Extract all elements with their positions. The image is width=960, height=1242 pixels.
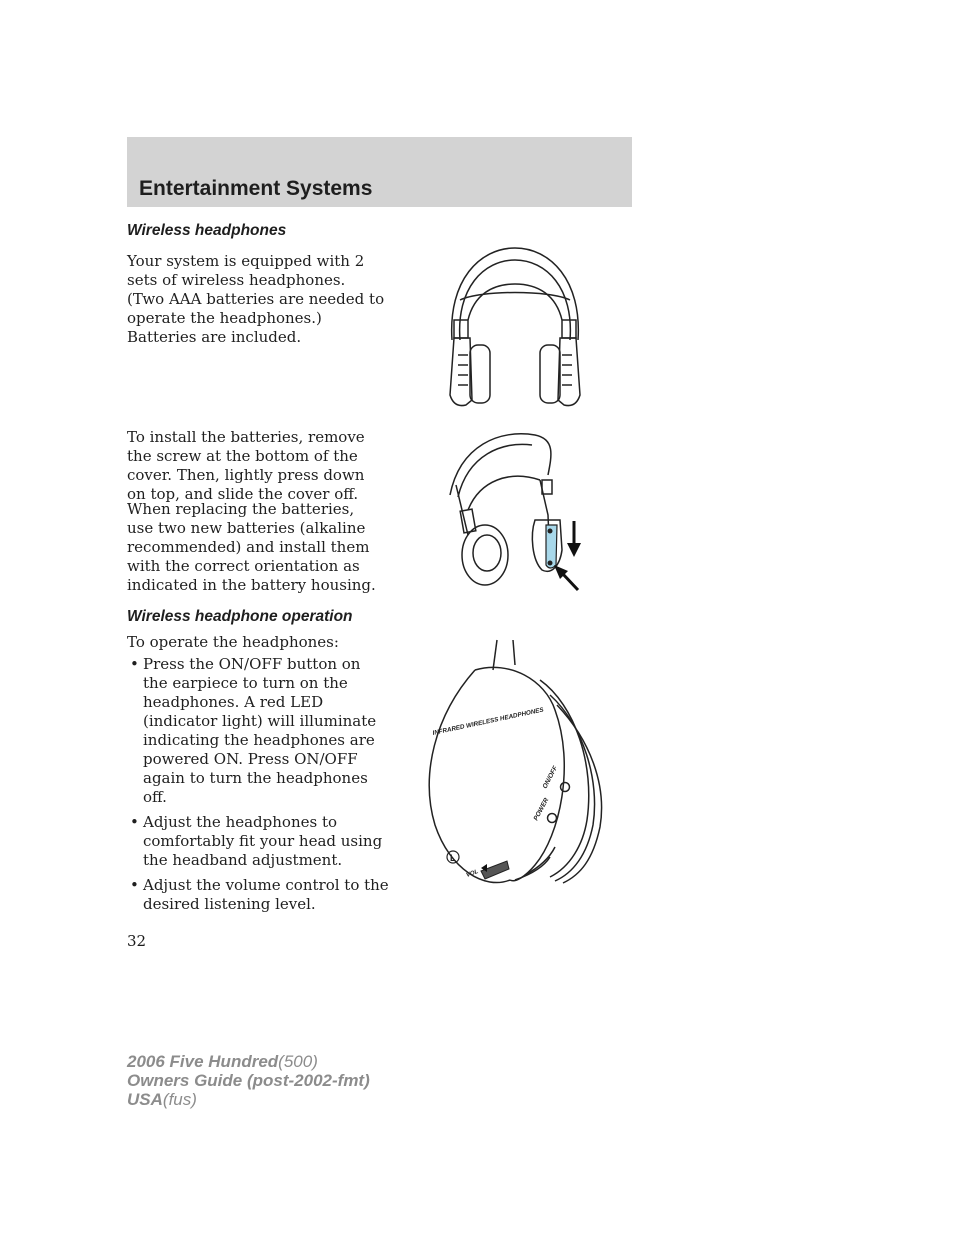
bullet-dot: • xyxy=(130,813,139,831)
bullet-dot: • xyxy=(130,655,139,673)
footer-model: 2006 Five Hundred xyxy=(127,1052,279,1071)
paragraph-replace-batteries: When replacing the batteries, use two new batteries (alkaline recommended) and install them with the correct orientation as indicated in the battery housing. xyxy=(127,500,376,594)
diagonal-arrow-icon xyxy=(554,565,578,590)
header-band xyxy=(127,137,632,207)
list-item xyxy=(127,655,389,807)
footer-line-3 xyxy=(127,1090,370,1109)
list-item xyxy=(127,876,389,914)
power-led xyxy=(548,814,557,823)
brand-label: INFRARED WIRELESS HEADPHONES xyxy=(431,706,545,737)
section-title-wireless-headphones: Wireless headphones xyxy=(127,222,287,239)
volume-dial xyxy=(466,861,509,879)
document-footer xyxy=(127,1052,370,1109)
footer-guide: Owners Guide (post-2002-fmt) xyxy=(127,1071,370,1090)
bullet-dot: • xyxy=(130,876,139,894)
screw-indicator xyxy=(548,529,553,534)
section-title-headphone-operation: Wireless headphone operation xyxy=(127,608,353,625)
onoff-label: ON/OFF xyxy=(541,764,560,790)
battery-install-illustration xyxy=(440,425,590,595)
onoff-button xyxy=(561,783,570,792)
earpiece-controls-illustration xyxy=(415,635,610,890)
bullet-text: Adjust the headphones to comfortably fit your head using the headband adjustment. xyxy=(143,813,383,869)
footer-market-code: (fus) xyxy=(162,1090,197,1109)
power-label: POWER xyxy=(532,796,551,822)
footer-line-2 xyxy=(127,1071,370,1090)
footer-line-1 xyxy=(127,1052,370,1071)
bullet-text: Press the ON/OFF button on the earpiece to turn on the headphones. A red LED (indicator light) will illuminate indicating the headphones are powered ON. Press ON/OFF again to turn the headphones off. xyxy=(143,655,377,806)
paragraph-operate-intro: To operate the headphones: xyxy=(127,633,339,651)
paragraph-install-batteries: To install the batteries, remove the screw at the bottom of the cover. Then, lightly press down on top, and slide the cover off. xyxy=(127,428,365,503)
paragraph-equipment: Your system is equipped with 2 sets of wireless headphones. (Two AAA batteries are needed to operate the headphones.) Batteries are included. xyxy=(127,252,385,346)
footer-model-code: (500) xyxy=(278,1052,318,1071)
side-label: L xyxy=(450,853,456,863)
bullet-text: Adjust the volume control to the desired listening level. xyxy=(143,876,389,913)
page-number: 32 xyxy=(127,932,147,950)
down-arrow-icon xyxy=(567,521,581,557)
vol-label: VOL xyxy=(465,869,480,879)
headphones-front-illustration xyxy=(440,240,590,415)
list-item xyxy=(127,813,389,870)
footer-market: USA xyxy=(127,1090,163,1109)
page-header-title: Entertainment Systems xyxy=(139,177,373,200)
operation-bullet-list xyxy=(127,655,389,920)
